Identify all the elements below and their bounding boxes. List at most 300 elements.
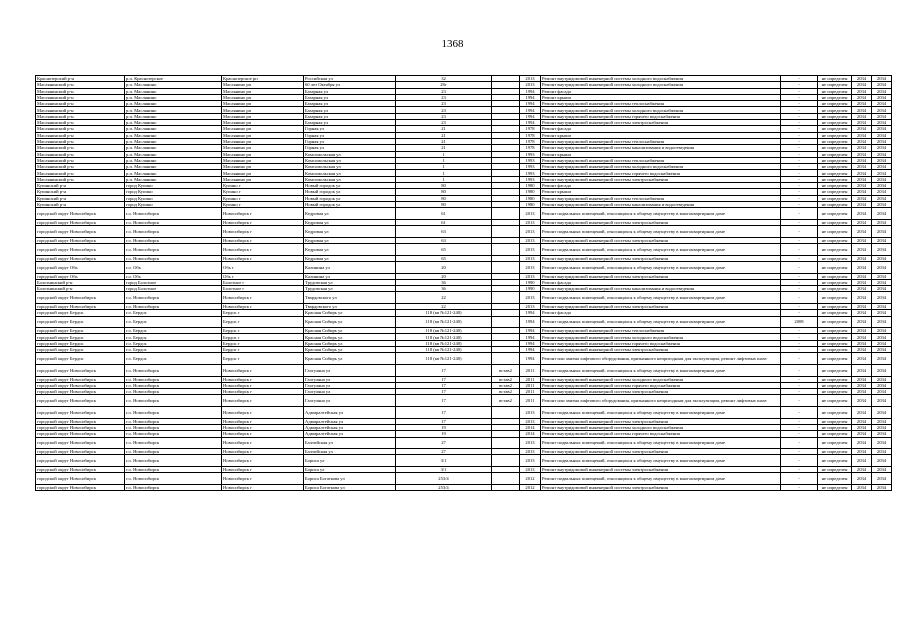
- house-number-cell: 63: [396, 237, 492, 243]
- settlement-cell: Новосибирск г: [222, 382, 304, 388]
- capital-repair-table: [35, 75, 892, 491]
- start-year-cell: 2034: [852, 237, 872, 243]
- work-type-cell: Ремонт внутридомовой инженерной системы электроснабжения: [541, 120, 781, 126]
- last-repair-cell: -: [781, 176, 818, 182]
- table-row: [36, 353, 892, 365]
- year-cell: 2014: [520, 431, 541, 437]
- last-repair-cell: -: [781, 279, 818, 285]
- municipality-cell: г.о. Новосибирск: [125, 237, 222, 243]
- settlement-cell: Новосибирск г: [222, 303, 304, 309]
- district-cell: городской округ Новосибирск: [36, 226, 125, 238]
- house-number-cell: 118 (кв №121-240): [396, 347, 492, 353]
- start-year-cell: 2034: [852, 195, 872, 201]
- house-number-cell: 1: [396, 170, 492, 176]
- cost-cell: не определен: [818, 467, 852, 473]
- year-cell: 2011: [520, 376, 541, 382]
- start-year-cell: 2034: [852, 101, 872, 107]
- street-cell: Новый городок ул: [304, 183, 396, 189]
- year-cell: 2013: [520, 244, 541, 256]
- house-number-cell: 80: [396, 195, 492, 201]
- building-cell: встав2: [492, 389, 520, 395]
- work-type-cell: Ремонт подвальных помещений, относящихся к общему имуществу в многоквартирном доме: [541, 473, 781, 485]
- settlement-cell: Маслянино рп: [222, 170, 304, 176]
- cost-cell: не определен: [818, 189, 852, 195]
- street-cell: Твардовского ул: [304, 303, 396, 309]
- work-type-cell: Ремонт внутридомовой инженерной системы горячего водоснабжения: [541, 340, 781, 346]
- end-year-cell: 2034: [872, 208, 892, 220]
- settlement-cell: Новосибирск г: [222, 437, 304, 449]
- municipality-cell: г.о. Новосибирск: [125, 219, 222, 225]
- start-year-cell: 2034: [852, 376, 872, 382]
- last-repair-cell: -: [781, 126, 818, 132]
- district-cell: Маслянинский р-н: [36, 107, 125, 113]
- end-year-cell: 2034: [872, 226, 892, 238]
- house-number-cell: 22: [396, 303, 492, 309]
- last-repair-cell: -: [781, 208, 818, 220]
- settlement-cell: Маслянино рп: [222, 120, 304, 126]
- building-cell: [492, 261, 520, 273]
- cost-cell: не определен: [818, 107, 852, 113]
- cost-cell: не определен: [818, 484, 852, 490]
- house-number-cell: 61: [396, 208, 492, 220]
- last-repair-cell: -: [781, 244, 818, 256]
- year-cell: 1994: [520, 347, 541, 353]
- last-repair-cell: -: [781, 292, 818, 304]
- municipality-cell: р.п. Маслянино: [125, 113, 222, 119]
- end-year-cell: 2034: [872, 303, 892, 309]
- start-year-cell: 2034: [852, 382, 872, 388]
- work-type-cell: Ремонт внутридомовой инженерной системы холодного водоснабжения: [541, 107, 781, 113]
- municipality-cell: р.п. Маслянино: [125, 88, 222, 94]
- municipality-cell: р.п. Маслянино: [125, 145, 222, 151]
- municipality-cell: г.о. Новосибирск: [125, 255, 222, 261]
- work-type-cell: Ремонт крыши: [541, 132, 781, 138]
- street-cell: Базарная ул: [304, 107, 396, 113]
- cost-cell: не определен: [818, 138, 852, 144]
- last-repair-cell: -: [781, 76, 818, 82]
- street-cell: Красная Сибирь ул: [304, 316, 396, 328]
- year-cell: 2013: [520, 418, 541, 424]
- last-repair-cell: -: [781, 484, 818, 490]
- last-repair-cell: -: [781, 382, 818, 388]
- last-repair-cell: -: [781, 145, 818, 151]
- start-year-cell: 2034: [852, 226, 872, 238]
- district-cell: городской округ Бердск: [36, 353, 125, 365]
- district-cell: Маслянинский р-н: [36, 88, 125, 94]
- municipality-cell: г.о. Новосибирск: [125, 455, 222, 467]
- municipality-cell: город Болотное: [125, 279, 222, 285]
- municipality-cell: г.о. Новосибирск: [125, 424, 222, 430]
- end-year-cell: 2034: [872, 82, 892, 88]
- year-cell: 1978: [520, 126, 541, 132]
- work-type-cell: Ремонт подвальных помещений, относящихся к общему имуществу в многоквартирном доме: [541, 407, 781, 419]
- year-cell: 1994: [520, 107, 541, 113]
- last-repair-cell: -: [781, 94, 818, 100]
- house-number-cell: 253/4: [396, 473, 492, 485]
- settlement-cell: Маслянино рп: [222, 126, 304, 132]
- street-cell: Кедровая ул: [304, 237, 396, 243]
- building-cell: [492, 316, 520, 328]
- last-repair-cell: -: [781, 286, 818, 292]
- last-repair-cell: -: [781, 334, 818, 340]
- end-year-cell: 2034: [872, 126, 892, 132]
- work-type-cell: Ремонт внутридомовой инженерной системы холодного водоснабжения: [541, 164, 781, 170]
- settlement-cell: Бердск г: [222, 316, 304, 328]
- year-cell: 2013: [520, 255, 541, 261]
- start-year-cell: 2034: [852, 94, 872, 100]
- house-number-cell: 253/4: [396, 484, 492, 490]
- street-cell: Базарная ул: [304, 94, 396, 100]
- end-year-cell: 2034: [872, 382, 892, 388]
- cost-cell: не определен: [818, 244, 852, 256]
- district-cell: городской округ Новосибирск: [36, 219, 125, 225]
- cost-cell: не определен: [818, 101, 852, 107]
- start-year-cell: 2034: [852, 395, 872, 407]
- district-cell: городской округ Новосибирск: [36, 255, 125, 261]
- street-cell: Гаогуляна ул: [304, 376, 396, 382]
- end-year-cell: 2034: [872, 484, 892, 490]
- year-cell: 1994: [520, 113, 541, 119]
- end-year-cell: 2034: [872, 107, 892, 113]
- settlement-cell: Маслянино рп: [222, 113, 304, 119]
- cost-cell: не определен: [818, 219, 852, 225]
- year-cell: 1994: [520, 353, 541, 365]
- house-number-cell: 17: [396, 389, 492, 395]
- municipality-cell: г.о. Новосибирск: [125, 418, 222, 424]
- street-cell: Комсомольская ул: [304, 164, 396, 170]
- settlement-cell: Маслянино рп: [222, 132, 304, 138]
- start-year-cell: 2034: [852, 157, 872, 163]
- municipality-cell: р.п. Маслянино: [125, 120, 222, 126]
- work-type-cell: Ремонт подвальных помещений, относящихся к общему имуществу в многоквартирном доме: [541, 455, 781, 467]
- street-cell: Бориса ул: [304, 455, 396, 467]
- district-cell: Маслянинский р-н: [36, 101, 125, 107]
- end-year-cell: 2034: [872, 261, 892, 273]
- street-cell: Красная Сибирь ул: [304, 328, 396, 334]
- end-year-cell: 2034: [872, 340, 892, 346]
- start-year-cell: 2034: [852, 164, 872, 170]
- year-cell: 2013: [520, 449, 541, 455]
- municipality-cell: р.п. Маслянино: [125, 151, 222, 157]
- start-year-cell: 2034: [852, 353, 872, 365]
- year-cell: 1994: [520, 120, 541, 126]
- last-repair-cell: -: [781, 364, 818, 376]
- work-type-cell: Ремонт внутридомовой инженерной системы электроснабжения: [541, 176, 781, 182]
- cost-cell: не определен: [818, 382, 852, 388]
- district-cell: городской округ Новосибирск: [36, 437, 125, 449]
- settlement-cell: Маслянино рп: [222, 88, 304, 94]
- end-year-cell: 2034: [872, 418, 892, 424]
- work-type-cell: Ремонт крыши: [541, 94, 781, 100]
- cost-cell: не определен: [818, 226, 852, 238]
- street-cell: Горная ул: [304, 132, 396, 138]
- settlement-cell: Новосибирск г: [222, 237, 304, 243]
- last-repair-cell: -: [781, 183, 818, 189]
- settlement-cell: Маслянино рп: [222, 164, 304, 170]
- street-cell: Базарная ул: [304, 120, 396, 126]
- year-cell: 1994: [520, 340, 541, 346]
- year-cell: 1993: [520, 176, 541, 182]
- street-cell: Красная Сибирь ул: [304, 353, 396, 365]
- municipality-cell: г.о. Новосибирск: [125, 226, 222, 238]
- last-repair-cell: -: [781, 120, 818, 126]
- municipality-cell: р.п. Маслянино: [125, 94, 222, 100]
- last-repair-cell: -: [781, 237, 818, 243]
- municipality-cell: г.о. Бердск: [125, 347, 222, 353]
- settlement-cell: Обь г: [222, 261, 304, 273]
- street-cell: Красная Сибирь ул: [304, 310, 396, 316]
- district-cell: городской округ Бердск: [36, 310, 125, 316]
- district-cell: Маслянинский р-н: [36, 176, 125, 182]
- year-cell: 2013: [520, 292, 541, 304]
- municipality-cell: г.о. Обь: [125, 261, 222, 273]
- district-cell: городской округ Обь: [36, 261, 125, 273]
- end-year-cell: 2034: [872, 407, 892, 419]
- start-year-cell: 2034: [852, 273, 872, 279]
- work-type-cell: Ремонт внутридомовой инженерной системы канализования и водоотведения: [541, 201, 781, 207]
- cost-cell: не определен: [818, 170, 852, 176]
- year-cell: 2013: [520, 407, 541, 419]
- district-cell: городской округ Бердск: [36, 340, 125, 346]
- end-year-cell: 2034: [872, 437, 892, 449]
- house-number-cell: 27: [396, 449, 492, 455]
- end-year-cell: 2034: [872, 132, 892, 138]
- settlement-cell: Новосибирск г: [222, 424, 304, 430]
- house-number-cell: 118 (кв №121-240): [396, 340, 492, 346]
- street-cell: Красная Сибирь ул: [304, 340, 396, 346]
- house-number-cell: 63: [396, 226, 492, 238]
- work-type-cell: Ремонт внутридомовой инженерной системы теплоснабжения: [541, 328, 781, 334]
- last-repair-cell: -: [781, 189, 818, 195]
- end-year-cell: 2034: [872, 120, 892, 126]
- district-cell: городской округ Новосибирск: [36, 473, 125, 485]
- end-year-cell: 2034: [872, 219, 892, 225]
- house-number-cell: 23: [396, 120, 492, 126]
- last-repair-cell: -: [781, 328, 818, 334]
- house-number-cell: 17: [396, 407, 492, 419]
- work-type-cell: Ремонт внутридомовой инженерной системы электроснабжения: [541, 237, 781, 243]
- district-cell: Болотнинский р-н: [36, 279, 125, 285]
- year-cell: 1994: [520, 334, 541, 340]
- house-number-cell: 118 (кв №121-240): [396, 334, 492, 340]
- building-cell: [492, 353, 520, 365]
- house-number-cell: 21: [396, 132, 492, 138]
- district-cell: городской округ Новосибирск: [36, 455, 125, 467]
- municipality-cell: г.о. Новосибирск: [125, 376, 222, 382]
- end-year-cell: 2034: [872, 424, 892, 430]
- district-cell: городской округ Новосибирск: [36, 418, 125, 424]
- work-type-cell: Ремонт подвальных помещений, относящихся к общему имуществу в многоквартирном доме: [541, 208, 781, 220]
- district-cell: Маслянинский р-н: [36, 164, 125, 170]
- end-year-cell: 2034: [872, 310, 892, 316]
- start-year-cell: 2034: [852, 334, 872, 340]
- work-type-cell: Ремонт или замена лифтового оборудования, признанного непригодным для эксплуатации, ремонт лифтовых шахт: [541, 353, 781, 365]
- start-year-cell: 2034: [852, 437, 872, 449]
- settlement-cell: Новосибирск г: [222, 208, 304, 220]
- work-type-cell: Ремонт внутридомовой инженерной системы электроснабжения: [541, 418, 781, 424]
- settlement-cell: Маслянино рп: [222, 82, 304, 88]
- start-year-cell: 2034: [852, 183, 872, 189]
- table-row: [36, 455, 892, 467]
- last-repair-cell: -: [781, 353, 818, 365]
- house-number-cell: 21: [396, 126, 492, 132]
- table-row: [36, 395, 892, 407]
- cost-cell: не определен: [818, 395, 852, 407]
- cost-cell: не определен: [818, 94, 852, 100]
- district-cell: Маслянинский р-н: [36, 82, 125, 88]
- settlement-cell: Купино г: [222, 189, 304, 195]
- work-type-cell: Ремонт внутридомовой инженерной системы канализования и водоотведения: [541, 286, 781, 292]
- year-cell: 1994: [520, 316, 541, 328]
- settlement-cell: Купино г: [222, 201, 304, 207]
- building-cell: [492, 437, 520, 449]
- street-cell: Российская ул: [304, 76, 396, 82]
- house-number-cell: 3/1: [396, 467, 492, 473]
- municipality-cell: город Купино: [125, 195, 222, 201]
- settlement-cell: Новосибирск г: [222, 255, 304, 261]
- street-cell: Гаогуляна ул: [304, 389, 396, 395]
- cost-cell: не определен: [818, 157, 852, 163]
- year-cell: 1978: [520, 145, 541, 151]
- start-year-cell: 2034: [852, 364, 872, 376]
- street-cell: Кедровая ул: [304, 226, 396, 238]
- district-cell: городской округ Новосибирск: [36, 382, 125, 388]
- district-cell: городской округ Новосибирск: [36, 364, 125, 376]
- district-cell: городской округ Новосибирск: [36, 395, 125, 407]
- district-cell: городской округ Новосибирск: [36, 424, 125, 430]
- settlement-cell: Новосибирск г: [222, 407, 304, 419]
- municipality-cell: г.о. Новосибирск: [125, 431, 222, 437]
- work-type-cell: Ремонт подвальных помещений, относящихся к общему имуществу в многоквартирном доме: [541, 226, 781, 238]
- cost-cell: не определен: [818, 113, 852, 119]
- settlement-cell: Новосибирск г: [222, 395, 304, 407]
- work-type-cell: Ремонт внутридомовой инженерной системы холодного водоснабжения: [541, 82, 781, 88]
- start-year-cell: 2034: [852, 219, 872, 225]
- start-year-cell: 2034: [852, 279, 872, 285]
- end-year-cell: 2034: [872, 94, 892, 100]
- year-cell: 1994: [520, 101, 541, 107]
- year-cell: 1978: [520, 138, 541, 144]
- municipality-cell: р.п. Маслянино: [125, 126, 222, 132]
- last-repair-cell: -: [781, 151, 818, 157]
- last-repair-cell: -: [781, 431, 818, 437]
- year-cell: 1990: [520, 286, 541, 292]
- table-row: [36, 407, 892, 419]
- last-repair-cell: -: [781, 467, 818, 473]
- street-cell: Кедровая ул: [304, 219, 396, 225]
- last-repair-cell: -: [781, 170, 818, 176]
- start-year-cell: 2034: [852, 310, 872, 316]
- start-year-cell: 2034: [852, 88, 872, 94]
- last-repair-cell: -: [781, 407, 818, 419]
- year-cell: 2013: [520, 226, 541, 238]
- street-cell: Комсомольская ул: [304, 151, 396, 157]
- settlement-cell: Краснозерское рп: [222, 76, 304, 82]
- district-cell: городской округ Новосибирск: [36, 208, 125, 220]
- house-number-cell: 17: [396, 382, 492, 388]
- municipality-cell: р.п. Маслянино: [125, 157, 222, 163]
- settlement-cell: Купино г: [222, 195, 304, 201]
- year-cell: 2013: [520, 82, 541, 88]
- end-year-cell: 2034: [872, 164, 892, 170]
- municipality-cell: г.о. Новосибирск: [125, 484, 222, 490]
- settlement-cell: Новосибирск г: [222, 226, 304, 238]
- district-cell: городской округ Новосибирск: [36, 484, 125, 490]
- last-repair-cell: -: [781, 255, 818, 261]
- work-type-cell: Ремонт внутридомовой инженерной системы электроснабжения: [541, 467, 781, 473]
- last-repair-cell: -: [781, 347, 818, 353]
- last-repair-cell: -: [781, 157, 818, 163]
- cost-cell: не определен: [818, 473, 852, 485]
- district-cell: городской округ Новосибирск: [36, 376, 125, 382]
- start-year-cell: 2034: [852, 261, 872, 273]
- house-number-cell: 80: [396, 189, 492, 195]
- cost-cell: не определен: [818, 376, 852, 382]
- end-year-cell: 2034: [872, 292, 892, 304]
- work-type-cell: Ремонт фасада: [541, 279, 781, 285]
- cost-cell: не определен: [818, 237, 852, 243]
- house-number-cell: 36: [396, 279, 492, 285]
- settlement-cell: Новосибирск г: [222, 364, 304, 376]
- street-cell: Калинина ул: [304, 261, 396, 273]
- cost-cell: не определен: [818, 328, 852, 334]
- district-cell: городской округ Новосибирск: [36, 431, 125, 437]
- street-cell: Новый городок ул: [304, 201, 396, 207]
- house-number-cell: 80: [396, 201, 492, 207]
- street-cell: Адмиралтейская ул: [304, 407, 396, 419]
- work-type-cell: Ремонт внутридомовой инженерной системы горячего водоснабжения: [541, 113, 781, 119]
- settlement-cell: Маслянино рп: [222, 94, 304, 100]
- cost-cell: не определен: [818, 145, 852, 151]
- cost-cell: не определен: [818, 437, 852, 449]
- street-cell: Гаогуляна ул: [304, 364, 396, 376]
- cost-cell: не определен: [818, 126, 852, 132]
- last-repair-cell: -: [781, 219, 818, 225]
- cost-cell: не определен: [818, 424, 852, 430]
- cost-cell: не определен: [818, 82, 852, 88]
- house-number-cell: 1: [396, 164, 492, 170]
- table-row: [36, 261, 892, 273]
- last-repair-cell: -: [781, 340, 818, 346]
- cost-cell: не определен: [818, 76, 852, 82]
- last-repair-cell: -: [781, 138, 818, 144]
- house-number-cell: 17: [396, 376, 492, 382]
- cost-cell: не определен: [818, 431, 852, 437]
- district-cell: Маслянинский р-н: [36, 94, 125, 100]
- municipality-cell: г.о. Новосибирск: [125, 407, 222, 419]
- start-year-cell: 2034: [852, 316, 872, 328]
- end-year-cell: 2034: [872, 88, 892, 94]
- street-cell: Базарная ул: [304, 101, 396, 107]
- cost-cell: не определен: [818, 201, 852, 207]
- street-cell: Адмиралтейская ул: [304, 424, 396, 430]
- street-cell: Базарная ул: [304, 113, 396, 119]
- work-type-cell: Ремонт внутридомовой инженерной системы холодного водоснабжения: [541, 334, 781, 340]
- cost-cell: не определен: [818, 88, 852, 94]
- year-cell: 2013: [520, 76, 541, 82]
- year-cell: 1993: [520, 151, 541, 157]
- cost-cell: не определен: [818, 195, 852, 201]
- work-type-cell: Ремонт внутридомовой инженерной системы горячего водоснабжения: [541, 170, 781, 176]
- street-cell: Комсомольская ул: [304, 176, 396, 182]
- year-cell: 2011: [520, 382, 541, 388]
- year-cell: 1980: [520, 201, 541, 207]
- start-year-cell: 2034: [852, 244, 872, 256]
- start-year-cell: 2034: [852, 389, 872, 395]
- district-cell: Маслянинский р-н: [36, 120, 125, 126]
- settlement-cell: Новосибирск г: [222, 473, 304, 485]
- cost-cell: не определен: [818, 255, 852, 261]
